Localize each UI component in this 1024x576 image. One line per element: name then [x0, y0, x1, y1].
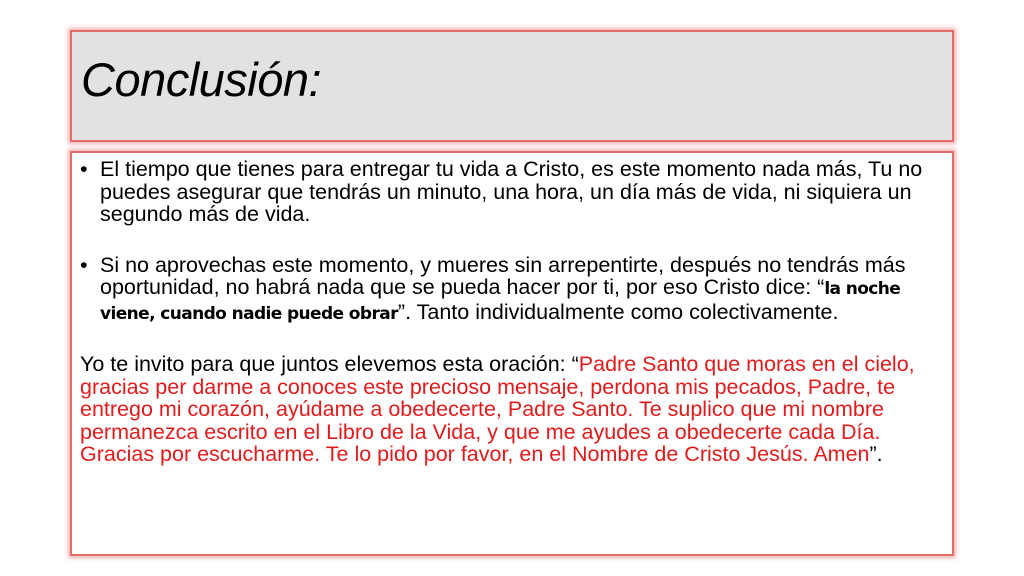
bullet-icon: • [80, 252, 88, 277]
bullet-item-1 [80, 158, 938, 226]
title-box [70, 30, 954, 142]
bullet-text: El tiempo que tienes para entregar tu vida a Cristo, es este momento nada más, Tu no puedes asegurar que tendrás un minuto, una hora, un día más de vida, ni siquiera un segundo más de vida. [100, 157, 923, 226]
closing-intro: Yo te invito para que juntos elevemos esta oración: “ [80, 352, 579, 376]
content-box [70, 151, 954, 556]
closing-paragraph [80, 353, 938, 466]
prayer-text: Padre Santo que moras en el cielo, gracias per darme a conoces este precioso mensaje, perdona mis pecados, Padre, te entrego mi corazón, ayúdame a obedecerte, Padre Santo. Te suplico que mi nombre permanezca escrito en el Libro de la Vida, y que me ayudes a obedecerte cada Día. Gracias por escucharme. Te lo pido por favor, en el Nombre de Cristo Jesús. Amen [80, 352, 915, 466]
bullet-item-2 [80, 254, 938, 326]
bullet-text-before: Si no aprovechas este momento, y mueres sin arrepentirte, después no tendrás más oportunidad, no habrá nada que se pueda hacer por ti, por eso Cristo dice: “ [100, 252, 906, 299]
bible-quote: la noche viene, cuando nadie puede obrar [100, 279, 901, 324]
closing-end: ”. [869, 442, 883, 466]
slide-title: Conclusión: [81, 53, 322, 106]
bullet-icon: • [80, 157, 88, 181]
bullet-text-after: ”. Tanto individualmente como colectivamente. [397, 299, 839, 324]
